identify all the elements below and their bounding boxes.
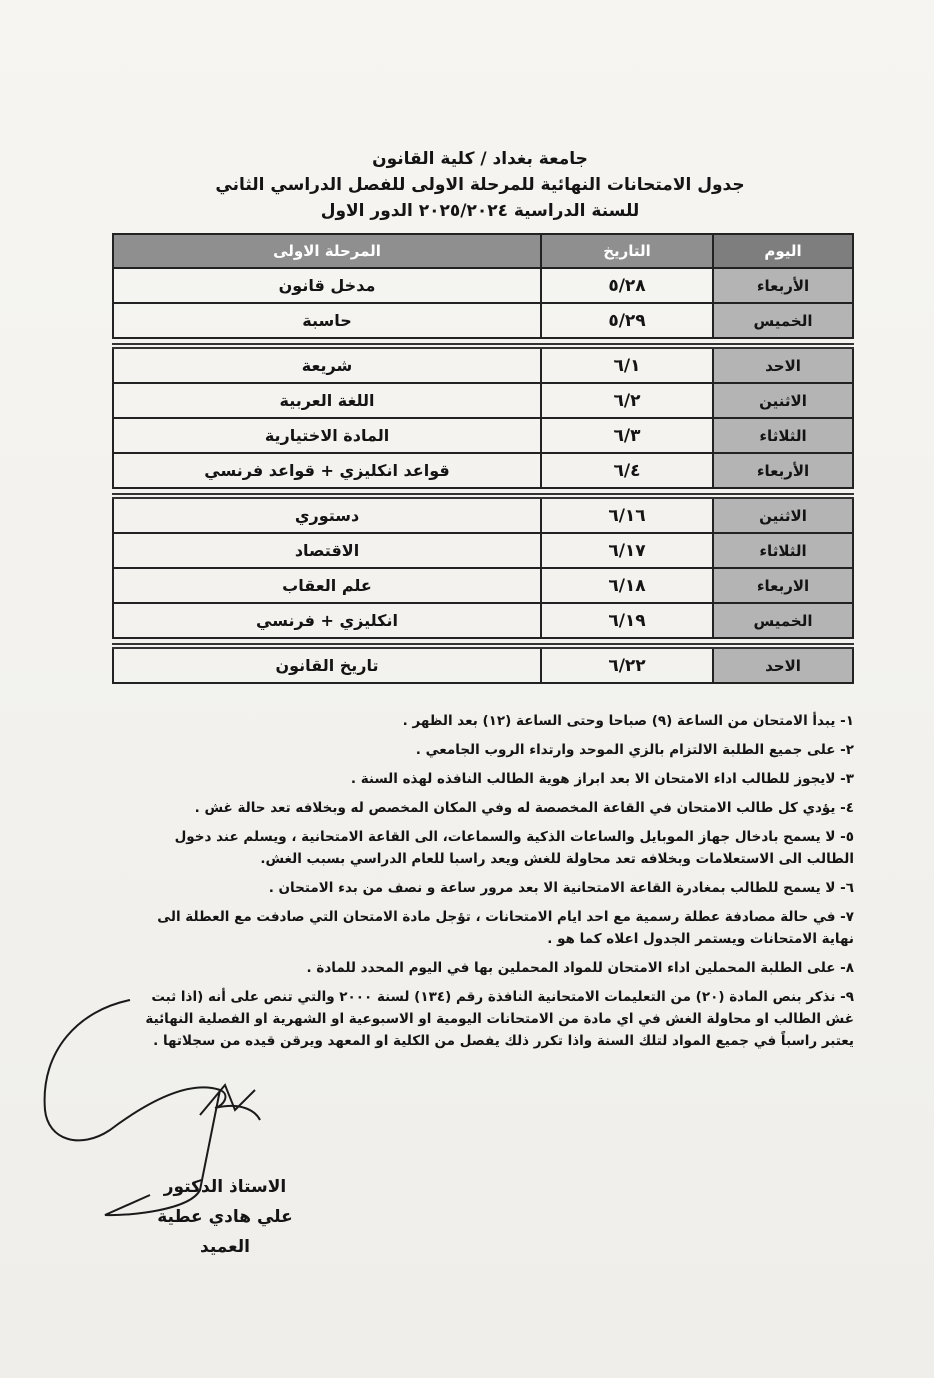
date-cell: ٦/٢ xyxy=(540,384,712,417)
table-row xyxy=(112,534,854,569)
header-subject: المرحلة الاولى xyxy=(112,235,540,267)
day-cell: الاحد xyxy=(712,649,854,682)
day-cell: الخميس xyxy=(712,304,854,337)
date-cell: ٦/٤ xyxy=(540,454,712,487)
date-cell: ٥/٢٨ xyxy=(540,269,712,302)
signatory-title: الاستاذ الدكتور xyxy=(163,1177,287,1197)
date-cell: ٦/٣ xyxy=(540,419,712,452)
table-row xyxy=(112,454,854,489)
date-cell: ٦/١٩ xyxy=(540,604,712,637)
date-cell: ٦/١ xyxy=(540,349,712,382)
signatory-name: علي هادي عطية xyxy=(157,1207,293,1227)
instruction-item: ٦- لا يسمح للطالب بمغادرة القاعة الامتحانية الا بعد مرور ساعة و نصف من بدء الامتحان . xyxy=(268,880,854,896)
header-day: اليوم xyxy=(712,235,854,267)
instruction-item: ٩- نذكر بنص المادة (٢٠) من التعليمات الامتحانية النافذة رقم (١٣٤) لسنة ٢٠٠٠ والتي تنص على أنه (اذا ثبت غش الطالب او محاولة الغش في اي مادة من الامتحانات اليومية او الاسبوعية او الشهرية او الفصلية النهائية يعتبر راسباً في جميع المواد لتلك السنة واذا تكرر ذلك يفصل من الكلية او المعهد ويرقن قيده من سجلاتها . xyxy=(145,989,854,1049)
instruction-item: ٨- على الطلبة المحملين اداء الامتحان للمواد المحملين بها في اليوم المحدد للمادة . xyxy=(306,960,854,976)
instruction-item: ٤- يؤدي كل طالب الامتحان في القاعة المخصصة له وفي المكان المخصص له وبخلافه تعد حالة غش . xyxy=(194,800,854,816)
date-cell: ٦/١٨ xyxy=(540,569,712,602)
table-row xyxy=(112,643,854,684)
schedule-title: جدول الامتحانات النهائية للمرحلة الاولى للفصل الدراسي الثاني xyxy=(215,175,745,195)
subject-cell: المادة الاختيارية xyxy=(112,419,540,452)
signatory-position: العميد xyxy=(200,1237,250,1257)
day-cell: الثلاثاء xyxy=(712,419,854,452)
signature-block xyxy=(150,1172,300,1262)
academic-year: للسنة الدراسية ٢٠٢٥/٢٠٢٤ الدور الاول xyxy=(320,201,640,221)
exam-schedule-table xyxy=(112,233,854,684)
day-cell: الثلاثاء xyxy=(712,534,854,567)
subject-cell: دستوري xyxy=(112,499,540,532)
subject-cell: انكليزي + فرنسي xyxy=(112,604,540,637)
day-cell: الأربعاء xyxy=(712,454,854,487)
day-cell: الاربعاء xyxy=(712,569,854,602)
day-cell: الاثنين xyxy=(712,499,854,532)
instruction-item: ٥- لا يسمح بادخال جهاز الموبايل والساعات الذكية والسماعات، الى القاعة الامتحانية ، ويسلم عند دخول الطالب الى الاستعلامات وبخلافه تعد محاولة للغش ويعد راسبا للعام الدراسي بسبب الغش. xyxy=(174,829,854,867)
subject-cell: مدخل قانون xyxy=(112,269,540,302)
instruction-item: ٢- على جميع الطلبة الالتزام بالزي الموحد وارتداء الروب الجامعي . xyxy=(415,742,854,758)
date-cell: ٥/٢٩ xyxy=(540,304,712,337)
table-row xyxy=(112,604,854,639)
subject-cell: تاريخ القانون xyxy=(112,649,540,682)
day-cell: الاحد xyxy=(712,349,854,382)
university-title: جامعة بغداد / كلية القانون xyxy=(372,149,588,169)
subject-cell: علم العقاب xyxy=(112,569,540,602)
table-row xyxy=(112,419,854,454)
header-date: التاريخ xyxy=(540,235,712,267)
subject-cell: حاسبة xyxy=(112,304,540,337)
instruction-item: ٣- لايجوز للطالب اداء الامتحان الا بعد ابراز هوية الطالب النافذه لهذه السنة . xyxy=(350,771,854,787)
day-cell: الاثنين xyxy=(712,384,854,417)
subject-cell: شريعة xyxy=(112,349,540,382)
subject-cell: الاقتصاد xyxy=(112,534,540,567)
date-cell: ٦/٢٢ xyxy=(540,649,712,682)
table-row xyxy=(112,269,854,304)
instruction-item: ١- يبدأ الامتحان من الساعة (٩) صباحا وحتى الساعة (١٢) بعد الظهر . xyxy=(402,713,854,729)
document-header xyxy=(200,146,760,224)
day-cell: الخميس xyxy=(712,604,854,637)
table-row xyxy=(112,493,854,534)
table-row xyxy=(112,304,854,339)
day-cell: الأربعاء xyxy=(712,269,854,302)
subject-cell: قواعد انكليزي + قواعد فرنسي xyxy=(112,454,540,487)
instruction-item: ٧- في حالة مصادفة عطلة رسمية مع احد ايام الامتحانات ، تؤجل مادة الامتحان التي صادفت مع العطلة الى نهاية الامتحانات ويستمر الجدول اعلاه كما هو . xyxy=(157,909,854,947)
table-row xyxy=(112,343,854,384)
date-cell: ٦/١٧ xyxy=(540,534,712,567)
table-header-row xyxy=(112,233,854,269)
table-row xyxy=(112,569,854,604)
table-row xyxy=(112,384,854,419)
subject-cell: اللغة العربية xyxy=(112,384,540,417)
date-cell: ٦/١٦ xyxy=(540,499,712,532)
